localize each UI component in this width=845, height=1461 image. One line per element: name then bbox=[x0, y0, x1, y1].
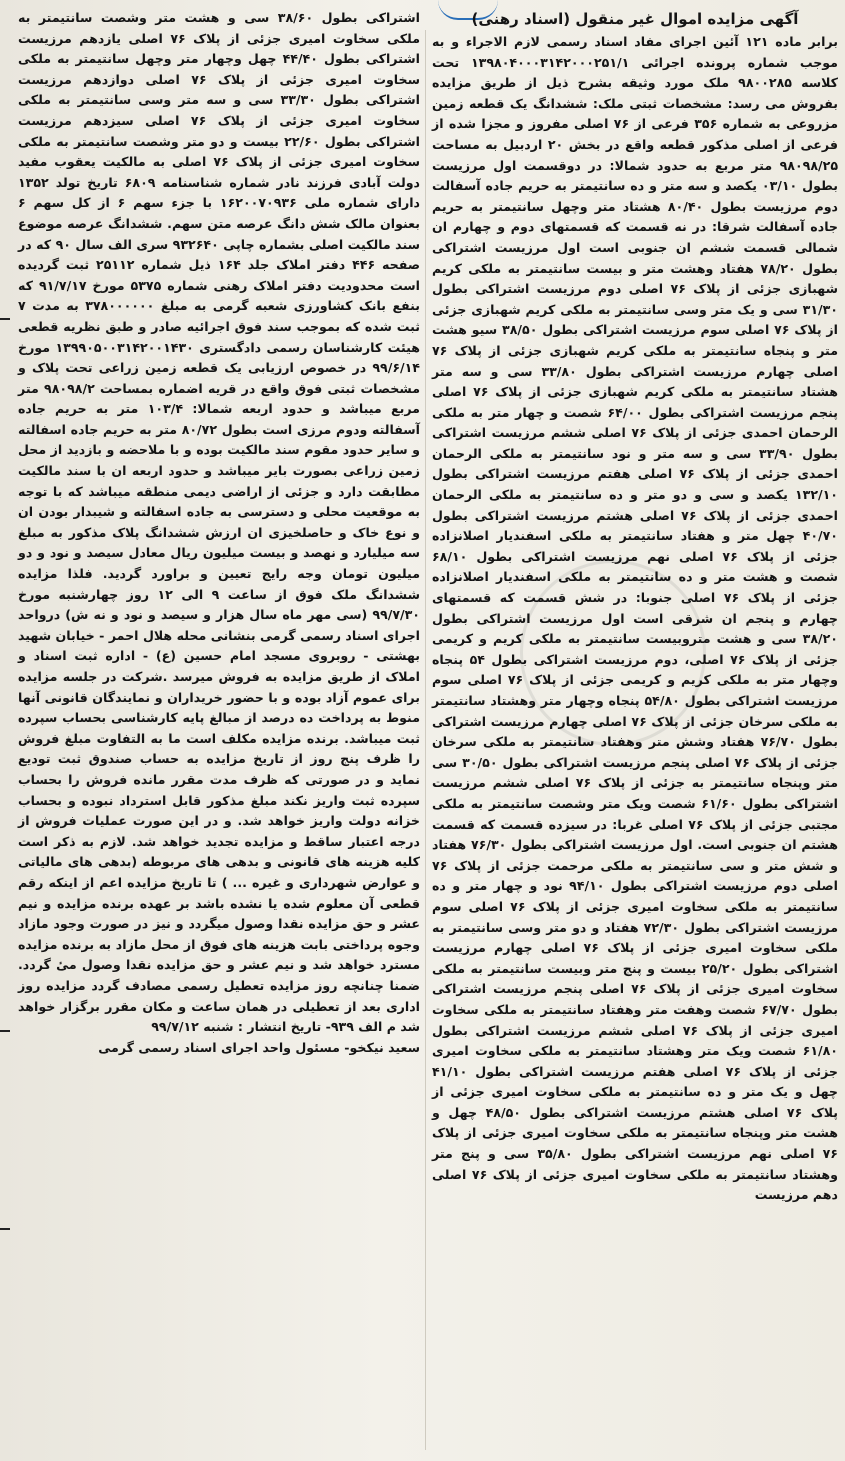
margin-tick bbox=[0, 1030, 10, 1032]
margin-tick bbox=[0, 318, 10, 320]
column-divider bbox=[425, 30, 426, 1450]
notice-body-part-2: اشتراکی بطول ۳۸/۶۰ سی و هشت متر وشصت سانتیمتر به ملکی سخاوت امیری جزئی از پلاک ۷۶ اصلی یازدهم مرزیست اشتراکی بطول ۴۴/۴۰ چهل وچهار متر وچهل سانتیمتر به ملکی سخاوت امیری جزئی از پلاک ۷۶ اصلی دوازدهم مرزیست اشتراکی بطول ۳۳/۳۰ سی و سه متر وسی سانتیمتر به ملکی سخاوت امیری جزئی از پلاک ۷۶ اصلی سیزدهم مرزیست اشتراکی بطول ۲۲/۶۰ بیست و دو متر وشصت سانتیمتر به ملکی سخاوت امیری جزئی از پلاک ۷۶ اصلی به مالکیت یعقوب مفید دولت آبادی فرزند نادر شماره شناسنامه ۶۸۰۹ تاریخ تولد ۱۳۵۲ دارای شماره ملی ۱۶۲۰۰۷۰۹۳۶ با جزء سهم ۶ از کل سهم ۶ بعنوان مالک شش دانگ عرصه متن سهم. ششدانگ عرصه موضوع سند مالکیت اصلی بشماره چاپی ۹۳۲۶۴۰ سری الف سال ۹۰ که در صفحه ۴۴۶ دفتر املاک جلد ۱۶۴ ذیل شماره ۲۵۱۱۲ ثبت گردیده است محدودیت دفتر املاک رهنی شماره ۵۳۷۵ مورخ ۹۱/۷/۱۷ که بنفع بانک کشاورزی شعبه گرمی به مبلغ ۳۷۸۰۰۰۰۰۰ به مدت ۷ ثبت شده که بموجب سند فوق اجرائیه صادر و طبق نظریه قطعی هیئت کارشناسان رسمی دادگستری ۱۳۹۹۰۵۰۰۳۱۴۲۰۰۱۴۳۰ مورخ ۹۹/۶/۱۴ در خصوص ارزیابی یک قطعه زمین زراعی تحت پلاک و مشخصات ثبتی فوق واقع در قریه اضماره بمساحت ۹۸۰۹۸/۲ متر مربع میباشد و حدود اربعه شمالا: ۱۰۳/۴ متر به حریم جاده آسفالته ودوم مرزی است بطول ۸۰/۷۲ متر به حریم جاده اسفالته و سایر حدود مقوم سند مالکیت بوده و با ملاحضه و بازدید از محل زمین زراعی بصورت بایر میباشد و حدود اربعه ان با سند مالکیت مطابقت دارد و جزئی از اراضی دیمی منطقه میباشد که با توجه به موقعیت محلی و دسترسی به جاده اسفالته و شیبدار بودن ان و نوع خاک و حاصلخیزی ان ارزش ششدانگ پلاک مذکور به مبلغ سه میلیارد و نهصد و بیست میلیون ریال معادل سیصد و نود و دو میلیون تومان وجه رایج تعیین و براورد گردید. فلذا مزایده ششدانگ ملک فوق از ساعت ۹ الی ۱۲ روز چهارشنبه مورخ ۹۹/۷/۳۰ (سی مهر ماه سال هزار و سیصد و نود و نه ش) درواحد اجرای اسناد رسمی گرمی بنشانی محله هلال احمر - خیابان شهید بهشتی - روبروی مسجد امام حسین (ع) - اداره ثبت اسناد و املاک از طریق مزایده به فروش میرسد .شرکت در جلسه مزایده برای عموم آزاد بوده و با حضور خریداران و نمایندگان قانونی آنها منوط به پرداخت ده درصد از مبالغ پایه کارشناسی بحساب سپرده ثبت میباشد. برنده مزایده مکلف است ما به التفاوت مبلغ فروش را ظرف پنج روز از تاریخ مزایده به حساب صندوق ثبت تودیع نماید و در صورتی که ظرف مدت مقرر مانده فروش را بحساب سپرده ثبت واریز نکند مبلغ مذکور قابل استرداد نبوده و بحساب خزانه دولت واریز خواهد شد. و در این صورت عملیات فروش از درجه اعتبار ساقط و مزایده تجدید خواهد شد. لازم به ذکر است کلیه هزینه های قانونی و بدهی های مربوطه (بدهی های مالیاتی و عوارض شهرداری و غیره ... ) تا تاریخ مزایده اعم از اینکه رقم قطعی آن معلوم شده یا نشده باشد بر عهده برنده مزایده و نیم عشر و حق مزایده نقدا وصول میگردد و نیز در صورت وجود مازاد وجوه پرداختی بابت هزینه های فوق از محل مازاد به برنده مزایده مسترد خواهد شد و نیم عشر و حق مزایده نقدا وصول میٔ گردد. ضمنا چنانچه روز مزایده تعطیل رسمی مصادف گردد مزایده روز اداری بعد از تعطیلی در همان ساعت و مکان مقرر برگزار خواهد شد م الف ۹۳۹- تاریخ انتشار : شنبه ۹۹/۷/۱۲ bbox=[18, 10, 421, 1035]
notice-signature: سعید نیکخو- مسئول واحد اجرای اسناد رسمی گرمی bbox=[98, 1039, 420, 1055]
notice-left-column bbox=[18, 8, 420, 1058]
margin-tick bbox=[0, 1228, 10, 1230]
notice-body-part-1: برابر ماده ۱۲۱ آئین اجرای مفاد اسناد رسمی لازم الاجراء و به موجب شماره پرونده اجرائی ۱۳۹۸۰۴۰۰۰۳۱۴۲۰۰۰۲۵۱/۱ تحت کلاسه ۹۸۰۰۲۸۵ ملک مورد وثیقه بشرح ذیل از طریق مزایده بفروش می رسد: مشخصات ثبتی ملک: ششدانگ یک قطعه زمین مزروعی به شماره ۳۵۶ فرعی از ۷۶ اصلی مفروز و مجزا شده از فرعی از اصلی مذکور قطعه واقع در بخش ۲۰ اردبیل به مساحت ۹۸۰۹۸/۲۵ متر مربع به حدود شمالا: در دوقسمت اول مرزیست بطول ۰۳/۱۰ یکصد و سه متر و ده سانتیمتر به حریم جاده آسفالت دوم مرزیست بطول ۸۰/۴۰ هشتاد متر وچهل سانتیمتر به حریم جاده آسفالت شرقا: در نه قسمت که قسمتهای دوم و چهارم ان شمالی قسمت ششم ان جنوبی است اول مرزیست اشتراکی بطول ۷۸/۲۰ هفتاد وهشت متر و بیست سانتیمتر به ملکی کریم شهبازی جزئی از پلاک ۷۶ اصلی دوم مرزیست اشتراکی بطول ۳۱/۳۰ سی و یک متر وسی سانتیمتر به ملکی کریم شهبازی جزئی از پلاک ۷۶ اصلی سوم مرزیست اشتراکی بطول ۳۸/۵۰ سیو هشت متر و پنجاه سانتیمتر به ملکی کریم شهبازی جزئی از پلاک ۷۶ اصلی چهارم مرزیست اشتراکی بطول ۳۳/۸۰ سی و سه متر هشتاد سانتیمتر به ملکی کریم شهبازی جزئی از پلاک ۷۶ اصلی پنجم مرزیست اشتراکی بطول ۶۴/۰۰ شصت و چهار متر به ملکی الرحمان احمدی جزئی از پلاک ۷۶ اصلی ششم مرزیست اشتراکی بطول ۳۳/۹۰ سی و سه متر و نود سانتیمتر به ملکی الرحمان احمدی جزئی از پلاک ۷۶ اصلی هفتم مرزیست اشتراکی بطول ۱۳۲/۱۰ یکصد و سی و دو متر و ده سانتیمتر به ملکی الرحمان احمدی جزئی از پلاک ۷۶ اصلی هشتم مرزیست اشتراکی بطول ۴۰/۷۰ چهل متر و هفتاد سانتیمتر به ملکی اسفندیار اصلانزاده جزئی از پلاک ۷۶ اصلی نهم مرزیست اشتراکی بطول ۶۸/۱۰ شصت و هشت متر و ده سانتیمتر به ملکی اسفندیار اصلانزاده جزئی از پلاک ۷۶ اصلی جنوبا: در شش قسمت که قسمتهای چهارم و پنجم ان شرقی است اول مرزیست اشتراکی بطول ۳۸/۲۰ سی و هشت متروبیست سانتیمتر به ملکی کریم و کریمی جزئی از پلاک ۷۶ اصلی، دوم مرزیست اشتراکی بطول ۵۴ پنجاه وچهار متر به ملکی کریم و کریمی جزئی از پلاک ۷۶ اصلی سوم مرزیست اشتراکی بطول ۵۴/۸۰ پنجاه وچهار متر وهشتاد سانتیمتر به ملکی سرخان جزئی از پلاک ۷۶ اصلی چهارم مرزیست اشتراکی بطول ۷۶/۷۰ هفتاد وشش متر وهفتاد سانتیمتر به ملکی سرخان جزئی از پلاک ۷۶ اصلی پنجم مرزیست اشتراکی بطول ۳۰/۵۰ سی متر وپنجاه سانتیمتر به جزئی از پلاک ۷۶ اصلی ششم مرزیست اشتراکی بطول ۶۱/۶۰ شصت ویک متر وشصت سانتیمتر به ملکی مجتبی جزئی از پلاک ۷۶ اصلی غربا: در سیزده قسمت که قسمت هشتم ان جنوبی است. اول مرزیست اشتراکی بطول ۷۶/۳۰ هفتاد و شش متر و سی سانتیمتر به ملکی مرحمت جزئی از پلاک ۷۶ اصلی دوم مرزیست اشتراکی بطول ۹۴/۱۰ نود و چهار متر و ده سانتیمتر به ملکی سخاوت امیری جزئی از پلاک ۷۶ اصلی سوم مرزیست اشتراکی بطول ۷۲/۳۰ هفتاد و دو متر وسی سانتیمتر به ملکی سخاوت امیری جزئی از پلاک ۷۶ اصلی چهارم مرزیست اشتراکی بطول ۲۵/۲۰ بیست و پنج متر وبیست سانتیمتر به ملکی سخاوت امیری جزئی از پلاک ۷۶ اصلی پنجم مرزیست اشتراکی بطول ۶۷/۷۰ شصت وهفت متر وهفتاد سانتیمتر به ملکی سخاوت امیری جزئی از پلاک ۷۶ اصلی ششم مرزیست اشتراکی بطول ۶۱/۸۰ شصت ویک متر وهشتاد سانتیمتر به ملکی سخاوت امیری جزئی از پلاک ۷۶ اصلی هفتم مرزیست اشتراکی بطول ۴۱/۱۰ چهل و یک متر و ده سانتیمتر به ملکی سخاوت امیری جزئی از پلاک ۷۶ اصلی هشتم مرزیست اشتراکی بطول ۴۸/۵۰ چهل و هشت متر وپنجاه سانتیمتر به ملکی سخاوت امیری جزئی از پلاک ۷۶ اصلی نهم مرزیست اشتراکی بطول ۳۵/۸۰ سی و پنج متر وهشتاد سانتیمتر به ملکی سخاوت امیری جزئی از پلاک ۷۶ اصلی دهم مرزیست bbox=[432, 34, 839, 1203]
notice-title: آگهی مزایده اموال غیر منقول (اسناد رهنی) bbox=[471, 10, 799, 28]
notice-right-column bbox=[432, 8, 838, 1206]
